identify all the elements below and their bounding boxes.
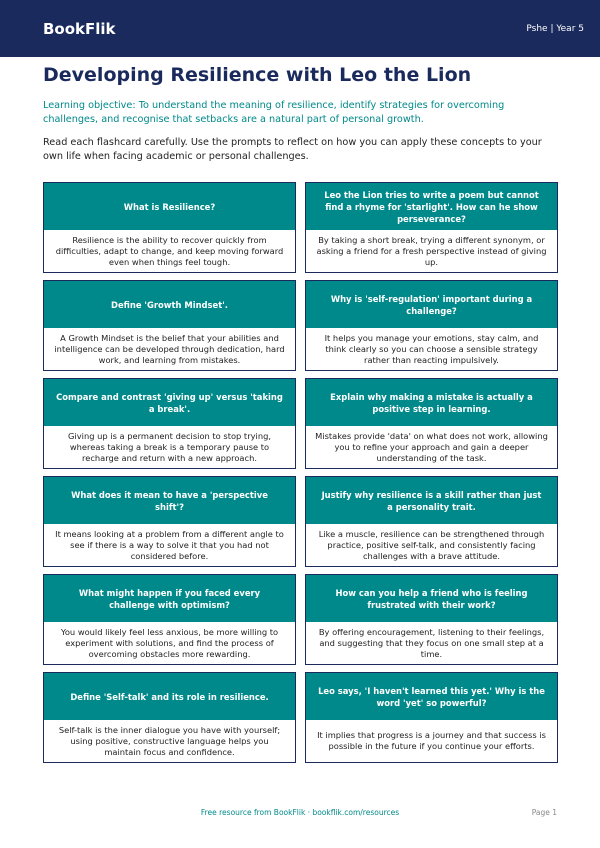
flashcard xyxy=(305,182,558,273)
flashcard-question: What does it mean to have a 'perspective shift'? xyxy=(44,477,295,524)
flashcard xyxy=(43,280,296,371)
learning-objective: Learning objective: To understand the meaning of resilience, identify strategies for overcoming challenges, and recognise that setbacks are a natural part of personal growth. xyxy=(43,100,505,125)
flashcard-answer: A Growth Mindset is the belief that your abilities and intelligence can be developed through dedication, hard work, and learning from mistakes. xyxy=(44,328,295,370)
flashcard xyxy=(305,672,558,763)
flashcard xyxy=(305,574,558,665)
flashcard xyxy=(43,574,296,665)
flashcard-answer: By offering encouragement, listening to their feelings, and suggesting that they focus on one small step at a time. xyxy=(306,622,557,664)
flashcard-question: Define 'Self-talk' and its role in resilience. xyxy=(44,673,295,720)
flashcard-answer: It means looking at a problem from a different angle to see if there is a way to solve it that you had not considered before. xyxy=(44,524,295,566)
page-number: Page 1 xyxy=(531,808,557,817)
brand-logo: BookFlik xyxy=(43,19,116,38)
flashcard-question: What is Resilience? xyxy=(44,183,295,230)
flashcard-question: Why is 'self-regulation' important during a challenge? xyxy=(306,281,557,328)
page-title: Developing Resilience with Leo the Lion xyxy=(43,64,472,86)
flashcard-answer: Mistakes provide 'data' on what does not work, allowing you to refine your approach and gain a deeper understanding of the task. xyxy=(306,426,557,468)
flashcard-grid xyxy=(43,182,558,763)
flashcard xyxy=(43,476,296,567)
footer-link[interactable]: Free resource from BookFlik · bookflik.com/resources xyxy=(200,808,400,817)
flashcard xyxy=(43,672,296,763)
flashcard-answer: It helps you manage your emotions, stay calm, and think clearly so you can choose a sensible strategy rather than reacting impulsively. xyxy=(306,328,557,370)
flashcard xyxy=(43,378,296,469)
subject-year-label: Pshe | Year 5 xyxy=(526,23,584,34)
flashcard-answer: Giving up is a permanent decision to stop trying, whereas taking a break is a temporary pause to recharge and return with a new approach. xyxy=(44,426,295,468)
flashcard-question: Define 'Growth Mindset'. xyxy=(44,281,295,328)
flashcard xyxy=(43,182,296,273)
flashcard-question: Leo says, 'I haven't learned this yet.' Why is the word 'yet' so powerful? xyxy=(306,673,557,720)
flashcard-question: How can you help a friend who is feeling frustrated with their work? xyxy=(306,575,557,622)
flashcard-question: Leo the Lion tries to write a poem but cannot find a rhyme for 'starlight'. How can he show perseverance? xyxy=(306,183,557,230)
flashcard xyxy=(305,378,558,469)
flashcard-answer: By taking a short break, trying a different synonym, or asking a friend for a fresh perspective instead of giving up. xyxy=(306,230,557,272)
flashcard-answer: It implies that progress is a journey and that success is possible in the future if you continue your efforts. xyxy=(306,720,557,762)
flashcard xyxy=(305,476,558,567)
flashcard-answer: Self-talk is the inner dialogue you have with yourself; using positive, constructive language helps you maintain focus and confidence. xyxy=(44,720,295,762)
flashcard-answer: Resilience is the ability to recover quickly from difficulties, adapt to change, and keep moving forward even when things feel tough. xyxy=(44,230,295,272)
flashcard xyxy=(305,280,558,371)
flashcard-question: Explain why making a mistake is actually a positive step in learning. xyxy=(306,379,557,426)
flashcard-question: Justify why resilience is a skill rather than just a personality trait. xyxy=(306,477,557,524)
page-header xyxy=(0,0,600,57)
flashcard-answer: You would likely feel less anxious, be more willing to experiment with solutions, and find the process of overcoming obstacles more rewarding. xyxy=(44,622,295,664)
flashcard-question: Compare and contrast 'giving up' versus 'taking a break'. xyxy=(44,379,295,426)
intro-text: Read each flashcard carefully. Use the prompts to reflect on how you can apply these concepts to your own life when facing academic or personal challenges. xyxy=(43,137,542,162)
flashcard-question: What might happen if you faced every challenge with optimism? xyxy=(44,575,295,622)
flashcard-answer: Like a muscle, resilience can be strengthened through practice, positive self-talk, and consistently facing challenges with a brave attitude. xyxy=(306,524,557,566)
